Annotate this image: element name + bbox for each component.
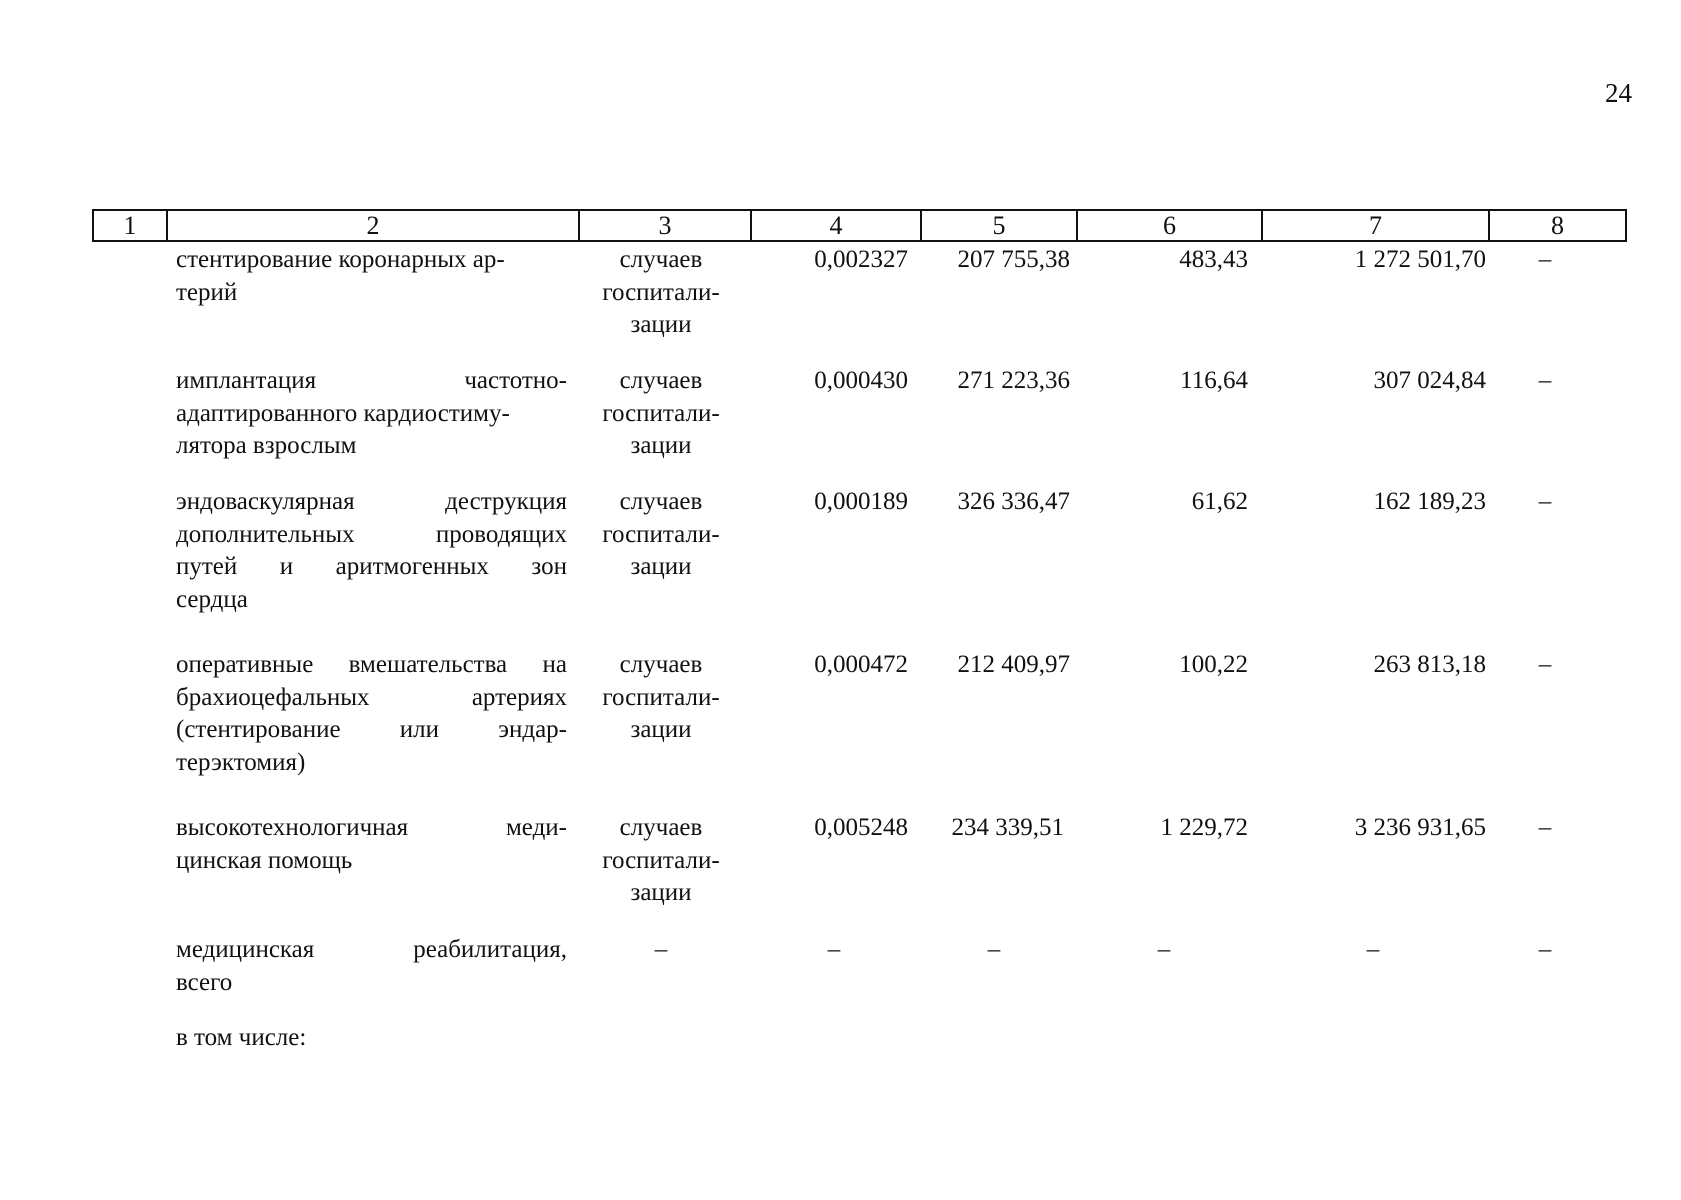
row-unit-line: случаев <box>619 651 703 678</box>
table-header-row <box>92 209 1627 242</box>
row-name-line: эндоваскулярная деструкция <box>176 488 567 515</box>
row-col-4: 0,002327 <box>814 246 908 273</box>
row-unit-line: случаев <box>619 488 703 515</box>
row-col-5: 271 223,36 <box>957 367 1070 394</box>
row-name <box>176 812 567 877</box>
row-name <box>176 365 567 463</box>
row-col-7: 263 813,18 <box>1373 651 1486 678</box>
row-name-line: путей и аритмогенных зон <box>176 553 567 580</box>
row-unit <box>585 812 737 910</box>
row-name-line: брахиоцефальных артериях <box>176 683 567 711</box>
subsection-label: в том числе: <box>176 1024 307 1051</box>
row-unit-line: случаев <box>619 814 703 841</box>
row-col-5: – <box>987 936 1001 963</box>
row-col-6: – <box>1157 936 1171 963</box>
page-number: 24 <box>1605 78 1632 108</box>
row-name-line: терий <box>176 278 238 306</box>
row-unit-line: случаев <box>619 367 703 394</box>
row-col-7: 3 236 931,65 <box>1354 814 1486 841</box>
row-col-4: 0,000189 <box>814 488 908 515</box>
row-name-line: (стентирование или эндар- <box>176 716 567 743</box>
row-col-8: – <box>1538 936 1552 963</box>
row-col-6: 116,64 <box>1180 367 1248 394</box>
header-col-3: 3 <box>578 211 750 240</box>
row-name-line: всего <box>176 968 233 996</box>
header-col-6: 6 <box>1076 211 1261 240</box>
row-unit <box>585 934 737 967</box>
row-name-line: сердца <box>176 585 248 613</box>
row-name-line: лятора взрослым <box>176 432 357 459</box>
row-col-7: – <box>1366 936 1380 963</box>
row-unit-line: – <box>654 936 668 963</box>
row-col-4: 0,000430 <box>814 367 908 394</box>
row-col-5: 212 409,97 <box>957 651 1070 678</box>
header-col-5: 5 <box>920 211 1076 240</box>
row-col-7: 307 024,84 <box>1373 367 1486 394</box>
row-name-line: цинская помощь <box>176 846 353 874</box>
row-unit-line: случаев <box>619 246 703 273</box>
row-col-8: – <box>1538 367 1552 394</box>
row-name-line: стентирование коронарных ар- <box>176 246 505 273</box>
row-col-6: 100,22 <box>1179 651 1248 678</box>
row-col-6: 61,62 <box>1191 488 1248 515</box>
row-name-line: высокотехнологичная меди- <box>176 814 567 841</box>
header-col-8: 8 <box>1488 211 1625 240</box>
row-col-8: – <box>1538 651 1552 678</box>
row-col-4: 0,005248 <box>814 814 908 841</box>
row-name <box>176 244 567 309</box>
row-col-5: 326 336,47 <box>957 488 1070 515</box>
row-col-4: – <box>827 936 841 963</box>
row-col-6: 483,43 <box>1179 246 1248 273</box>
row-unit-line: зации <box>630 311 692 338</box>
row-unit <box>585 365 737 463</box>
row-name-line: адаптированного кардиостиму- <box>176 399 510 427</box>
row-name-line: медицинская реабилитация, <box>176 936 567 963</box>
row-name-line: оперативные вмешательства на <box>176 651 567 678</box>
row-unit-line: госпитали- <box>602 399 720 427</box>
row-unit-line: госпитали- <box>602 278 720 306</box>
row-name <box>176 649 567 779</box>
row-col-8: – <box>1538 246 1552 273</box>
header-col-7: 7 <box>1261 211 1488 240</box>
row-unit <box>585 649 737 747</box>
header-col-2: 2 <box>166 211 578 240</box>
row-col-6: 1 229,72 <box>1160 814 1248 841</box>
row-unit-line: госпитали- <box>602 683 720 711</box>
row-col-5: 234 339,51 <box>951 814 1064 841</box>
row-col-8: – <box>1538 488 1552 515</box>
header-col-4: 4 <box>750 211 920 240</box>
row-unit-line: зации <box>630 432 692 459</box>
row-unit <box>585 486 737 584</box>
row-name <box>176 486 567 616</box>
row-col-8: – <box>1538 814 1552 841</box>
row-unit-line: зации <box>630 879 692 906</box>
row-col-7: 1 272 501,70 <box>1354 246 1486 273</box>
row-unit-line: госпитали- <box>602 846 720 874</box>
row-unit-line: зации <box>630 716 692 743</box>
row-unit-line: госпитали- <box>602 520 720 548</box>
row-name-line: дополнительных проводящих <box>176 520 567 548</box>
row-unit-line: зации <box>630 553 692 580</box>
header-col-1: 1 <box>123 211 137 240</box>
row-col-4: 0,000472 <box>814 651 908 678</box>
row-name-line: терэктомия) <box>176 748 306 776</box>
row-col-7: 162 189,23 <box>1373 488 1486 515</box>
row-col-5: 207 755,38 <box>957 246 1070 273</box>
row-name <box>176 934 567 999</box>
row-name-line: имплантация частотно- <box>176 367 567 394</box>
row-unit <box>585 244 737 342</box>
